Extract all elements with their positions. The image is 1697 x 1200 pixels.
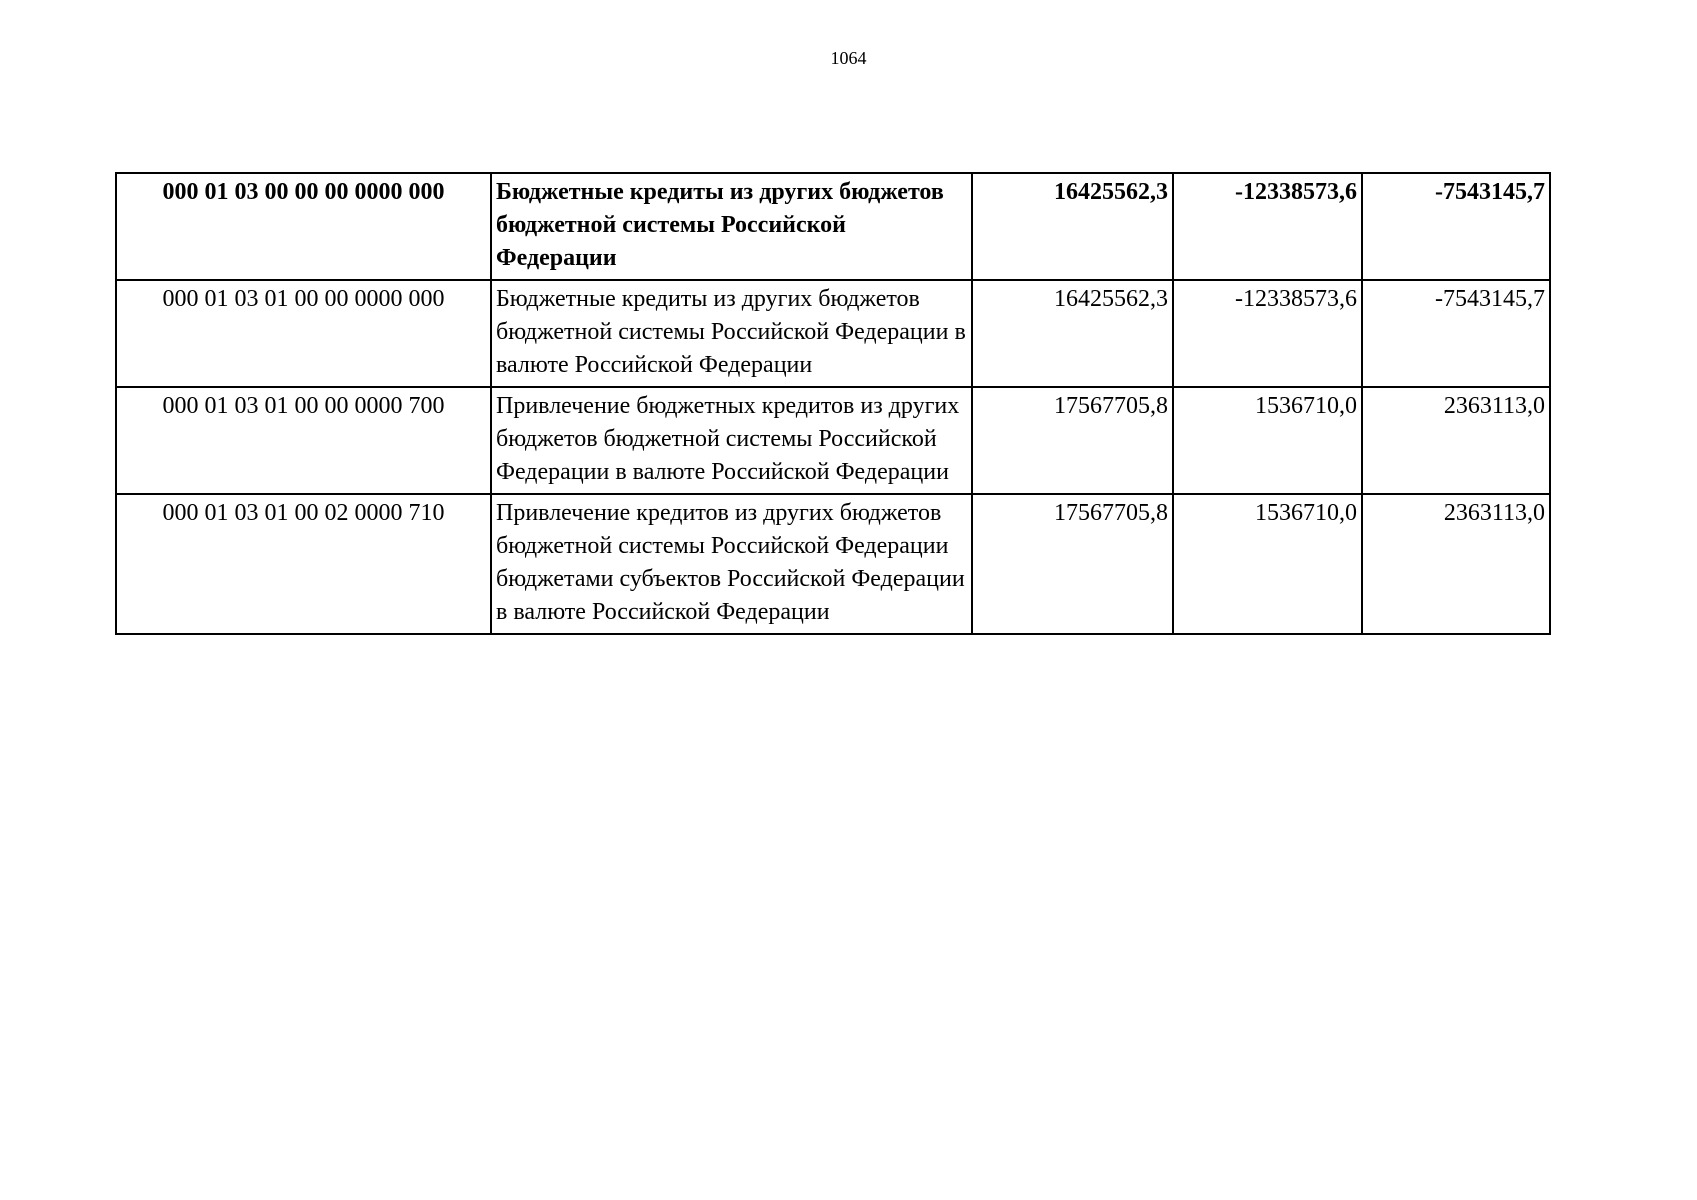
row-code: 000 01 03 01 00 00 0000 700 — [116, 387, 491, 494]
row-value-3: 2363113,0 — [1362, 387, 1550, 494]
row-code: 000 01 03 01 00 00 0000 000 — [116, 280, 491, 387]
page-number: 1064 — [830, 48, 867, 68]
row-code: 000 01 03 01 00 02 0000 710 — [116, 494, 491, 634]
row-value-3: -7543145,7 — [1362, 173, 1550, 280]
row-value-1: 17567705,8 — [972, 494, 1173, 634]
row-value-1: 16425562,3 — [972, 173, 1173, 280]
row-name: Привлечение бюджетных кредитов из других бюджетов бюджетной системы Российской Федерации в валюте Российской Федерации — [491, 387, 972, 494]
row-name: Бюджетные кредиты из других бюджетов бюджетной системы Российской Федерации в валюте Российской Федерации — [491, 280, 972, 387]
table-row — [116, 280, 1550, 387]
row-code: 000 01 03 00 00 00 0000 000 — [116, 173, 491, 280]
row-name: Привлечение кредитов из других бюджетов бюджетной системы Российской Федерации бюджетами субъектов Российской Федерации в валюте Российской Федерации — [491, 494, 972, 634]
row-value-2: -12338573,6 — [1173, 280, 1362, 387]
row-value-1: 16425562,3 — [972, 280, 1173, 387]
row-value-2: 1536710,0 — [1173, 494, 1362, 634]
row-value-1: 17567705,8 — [972, 387, 1173, 494]
table-row — [116, 387, 1550, 494]
table-row — [116, 494, 1550, 634]
row-value-2: -12338573,6 — [1173, 173, 1362, 280]
row-value-3: -7543145,7 — [1362, 280, 1550, 387]
row-value-2: 1536710,0 — [1173, 387, 1362, 494]
row-name: Бюджетные кредиты из других бюджетов бюджетной системы Российской Федерации — [491, 173, 972, 280]
row-value-3: 2363113,0 — [1362, 494, 1550, 634]
budget-sources-table — [115, 172, 1551, 635]
table-row — [116, 173, 1550, 280]
